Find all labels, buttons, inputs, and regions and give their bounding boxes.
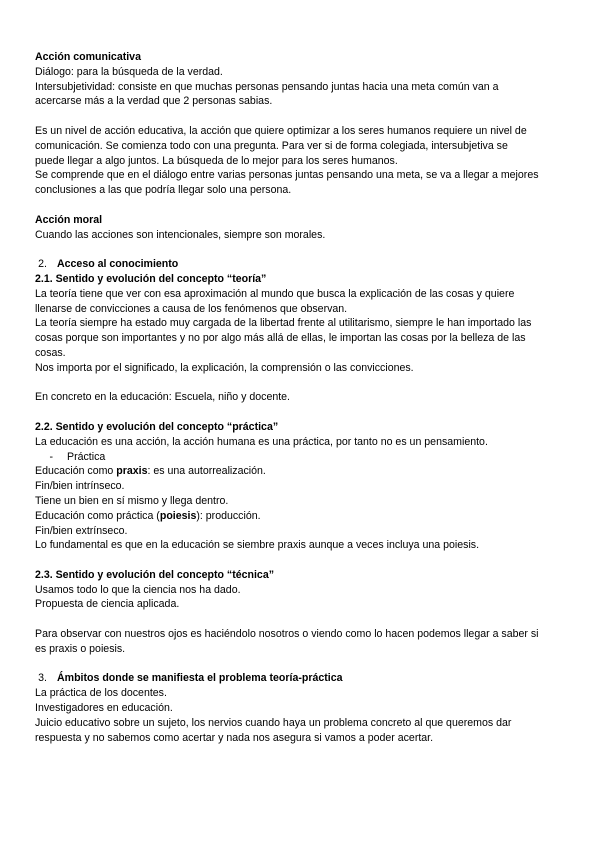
blank-line [35, 376, 575, 391]
paragraph-line: Para observar con nuestros ojos es haciéndolo nosotros o viendo como lo hacen podemos llegar a saber si [35, 628, 539, 641]
paragraph-line: puede llegar a algo juntos. La búsqueda de lo mejor para los seres humanos. [35, 154, 398, 167]
document-page [35, 50, 575, 745]
section-title-accion-moral: Acción moral [35, 213, 103, 226]
paragraph-line: Propuesta de ciencia aplicada. [35, 598, 180, 611]
blank-line [35, 553, 575, 568]
paragraph-line [35, 509, 575, 524]
paragraph-line: llenarse de convicciones a causa de los fenómenos que observan. [35, 302, 348, 315]
paragraph-line: Investigadores en educación. [35, 702, 173, 715]
numbered-heading-2 [35, 257, 575, 272]
paragraph-line: acercarse más a la verdad que 2 personas sabias. [35, 95, 273, 108]
blank-line [35, 242, 575, 257]
paragraph-line: cosas porque son importantes y no por algo más allá de ellas, le importan las cosas por la belleza de las [35, 332, 526, 345]
paragraph-line: Fin/bien extrínseco. [35, 524, 128, 537]
paragraph-line: es praxis o poiesis. [35, 642, 126, 655]
paragraph-line: Intersubjetividad: consiste en que muchas personas pensando juntas hacia una meta común van a [35, 80, 499, 93]
paragraph-line: Se comprende que en el diálogo entre varias personas juntas pensando una meta, se va a llegar a mejores [35, 169, 539, 182]
text-run: Educación como [35, 465, 117, 478]
paragraph-line: Tiene un bien en sí mismo y llega dentro. [35, 494, 229, 507]
paragraph-line: La práctica de los docentes. [35, 687, 167, 700]
bold-term-praxis: praxis [116, 465, 148, 478]
paragraph-line: cosas. [35, 346, 66, 359]
paragraph-line: conclusiones a las que podría llegar solo una persona. [35, 184, 292, 197]
paragraph-line: La teoría siempre ha estado muy cargada de la libertad frente al utilitarismo, siempre le han importado las [35, 317, 532, 330]
paragraph-line: Es un nivel de acción educativa, la acción que quiere optimizar a los seres humanos requiere un nivel de [35, 124, 527, 137]
bold-term-poiesis: poiesis [159, 509, 197, 522]
text-run: : es una autorrealización. [147, 465, 266, 478]
paragraph-line: La teoría tiene que ver con esa aproximación al mundo que busca la explicación de las cosas y quiere [35, 287, 515, 300]
text-run: Educación como práctica ( [35, 509, 160, 522]
section-title-accion-comunicativa: Acción comunicativa [35, 51, 141, 63]
bullet-text: Práctica [67, 450, 106, 463]
text-run: ): producción. [196, 509, 261, 522]
paragraph-line: Usamos todo lo que la ciencia nos ha dado. [35, 583, 241, 596]
paragraph-line: La educación es una acción, la acción humana es una práctica, por tanto no es un pensamiento. [35, 435, 488, 448]
heading-number: 3. [38, 672, 47, 685]
subheading-practica: 2.2. Sentido y evolución del concepto “práctica” [35, 420, 279, 433]
paragraph-line: Fin/bien intrínseco. [35, 480, 125, 493]
blank-line [35, 405, 575, 420]
heading-number: 2. [38, 258, 47, 271]
blank-line [35, 198, 575, 213]
subheading-teoria: 2.1. Sentido y evolución del concepto “teoría” [35, 272, 267, 285]
bullet-dash: - [49, 450, 53, 463]
blank-line [35, 657, 575, 672]
subheading-tecnica: 2.3. Sentido y evolución del concepto “técnica” [35, 568, 275, 581]
paragraph-line: respuesta y no sabemos como acertar y nada nos asegura si vamos a poder acertar. [35, 731, 434, 744]
paragraph-line [35, 464, 575, 479]
paragraph-line: Juicio educativo sobre un sujeto, los nervios cuando haya un problema concreto al que queremos dar [35, 716, 512, 729]
blank-line [35, 612, 575, 627]
bullet-item [35, 450, 575, 465]
paragraph-line: En concreto en la educación: Escuela, niño y docente. [35, 391, 291, 404]
paragraph-line: Cuando las acciones son intencionales, siempre son morales. [35, 228, 326, 241]
blank-line [35, 109, 575, 124]
heading-text: Ámbitos donde se manifiesta el problema teoría-práctica [57, 672, 343, 685]
paragraph-line: Nos importa por el significado, la explicación, la comprensión o las convicciones. [35, 361, 414, 374]
paragraph-line: Diálogo: para la búsqueda de la verdad. [35, 65, 223, 78]
heading-text: Acceso al conocimiento [57, 258, 179, 271]
paragraph-line: comunicación. Se comienza todo con una pregunta. Para ver si de forma colegiada, intersubjetiva se [35, 139, 508, 152]
paragraph-line: Lo fundamental es que en la educación se siembre praxis aunque a veces incluya una poiesis. [35, 539, 480, 552]
numbered-heading-3 [35, 671, 575, 686]
